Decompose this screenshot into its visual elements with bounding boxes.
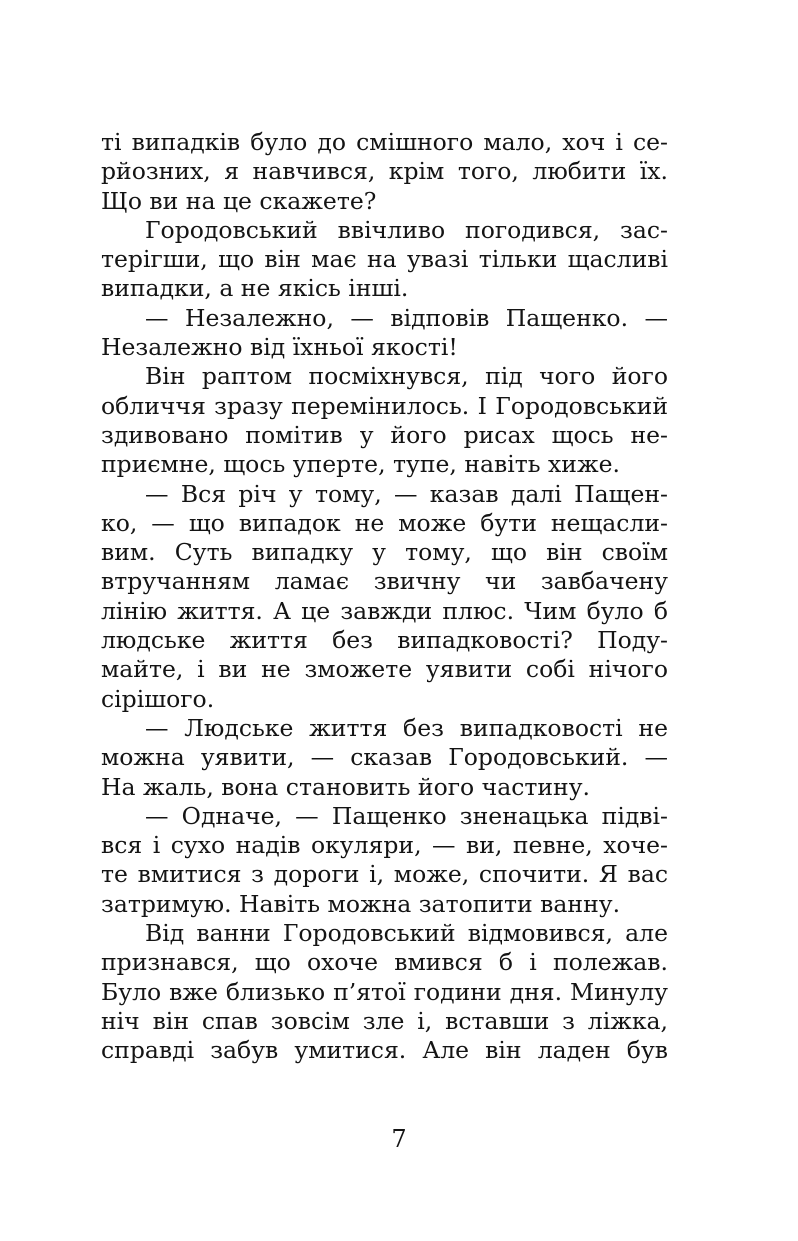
page-number: 7 bbox=[391, 1125, 407, 1153]
text-line: Від ванни Городовський відмовився, але bbox=[145, 919, 668, 948]
text-line: вим. Суть випадку у тому, що він своїм bbox=[101, 538, 668, 567]
text-line: — Людське життя без випадковості не bbox=[145, 713, 668, 742]
text-line: обличчя зразу перемінилось. І Городовський bbox=[101, 391, 668, 420]
page-text bbox=[101, 128, 668, 1066]
text-line: Було вже близько п’ятої години дня. Минулу bbox=[101, 977, 668, 1006]
text-line: ко, — що випадок не може бути нещасли- bbox=[101, 508, 668, 537]
text-line: сірішого. bbox=[101, 684, 215, 713]
text-line: — Одначе, — Пащенко зненацька підві- bbox=[145, 801, 668, 830]
text-line: — Вся річ у тому, — казав далі Пащен- bbox=[145, 479, 668, 508]
text-line: приємне, щось уперте, тупе, навіть хиже. bbox=[101, 450, 620, 479]
text-line: лінію життя. А це завжди плюс. Чим було б bbox=[101, 596, 668, 625]
text-line: Він раптом посміхнувся, під чого його bbox=[145, 362, 668, 391]
text-line: признався, що охоче вмився б і полежав. bbox=[101, 948, 668, 977]
text-line: Незалежно від їхньої якості! bbox=[101, 333, 458, 362]
text-line: затримую. Навіть можна затопити ванну. bbox=[101, 889, 621, 918]
text-line: На жаль, вона становить його частину. bbox=[101, 772, 591, 801]
text-line: Городовський ввічливо погодився, зас- bbox=[145, 215, 668, 244]
text-line: випадки, а не якісь інші. bbox=[101, 274, 409, 303]
text-line: ніч він спав зовсім зле і, вставши з ліжка, bbox=[101, 1006, 668, 1035]
text-line: Що ви на це скажете? bbox=[101, 186, 377, 215]
text-line: рйозних, я навчився, крім того, любити їх. bbox=[101, 157, 668, 186]
text-line: здивовано помітив у його рисах щось не- bbox=[101, 420, 668, 449]
text-line: майте, і ви не зможете уявити собі нічого bbox=[101, 655, 668, 684]
text-line: справді забув умитися. Але він ладен був bbox=[101, 1036, 668, 1065]
text-line: людське життя без випадковості? Поду- bbox=[101, 626, 668, 655]
text-line: ті випадків було до смішного мало, хоч і се- bbox=[101, 128, 668, 156]
text-line: можна уявити, — сказав Городовський. — bbox=[101, 743, 668, 772]
text-line: — Незалежно, — відповів Пащенко. — bbox=[145, 303, 668, 332]
text-line: втручанням ламає звичну чи завбачену bbox=[101, 567, 668, 596]
text-line: те вмитися з дороги і, може, спочити. Я вас bbox=[101, 860, 668, 889]
text-line: вся і сухо надів окуляри, — ви, певне, хоче- bbox=[101, 831, 668, 860]
text-line: терігши, що він має на увазі тільки щасливі bbox=[101, 245, 668, 274]
